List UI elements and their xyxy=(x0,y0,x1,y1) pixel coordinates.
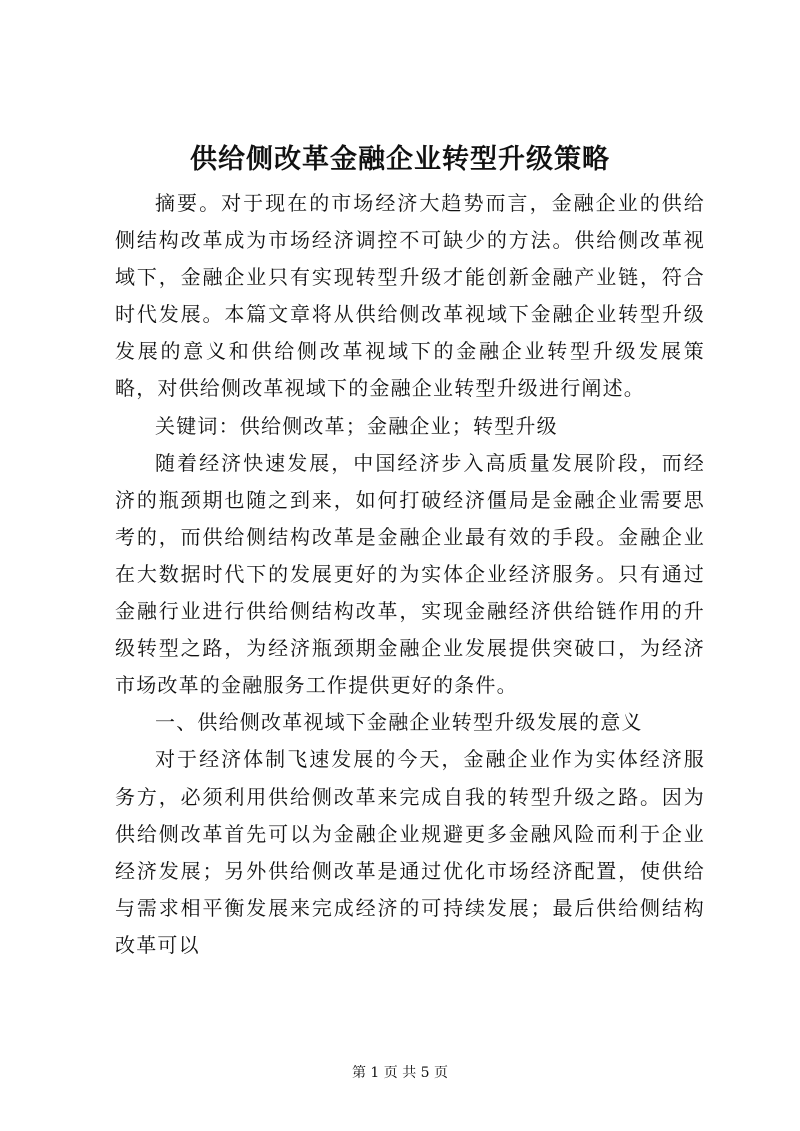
keywords-paragraph: 关键词：供给侧改革；金融企业；转型升级 xyxy=(155,413,558,438)
abstract-paragraph: 摘要。对于现在的市场经济大趋势而言，金融企业的供给侧结构改革成为市场经济调控不可缺少的方法。供给侧改革视域下，金融企业只有实现转型升级才能创新金融产业链，符合时代发展。本篇文章将从供给侧改革视域下金融企业转型升级发展的意义和供给侧改革视域下的金融企业转型升级发展策略，对供给侧改革视域下的金融企业转型升级进行阐述。 xyxy=(115,191,705,401)
document-title: 供给侧改革金融企业转型升级策略 xyxy=(190,144,610,175)
intro-paragraph: 随着经济快速发展，中国经济步入高质量发展阶段，而经济的瓶颈期也随之到来，如何打破经济僵局是金融企业需要思考的，而供给侧结构改革是金融企业最有效的手段。金融企业在大数据时代下的发展更好的为实体企业经济服务。只有通过金融行业进行供给侧结构改革，实现金融经济供给链作用的升级转型之路，为经济瓶颈期金融企业发展提供突破口，为经济市场改革的金融服务工作提供更好的条件。 xyxy=(115,450,705,698)
document-body xyxy=(115,185,705,964)
section-paragraph: 对于经济体制飞速发展的今天，金融企业作为实体经济服务方，必须利用供给侧改革来完成自我的转型升级之路。因为供给侧改革首先可以为金融企业规避更多金融风险而利于企业经济发展；另外供给侧改革是通过优化市场经济配置，使供给与需求相平衡发展来完成经济的可持续发展；最后供给侧结构改革可以 xyxy=(115,747,705,957)
section-heading: 一、供给侧改革视域下金融企业转型升级发展的意义 xyxy=(155,710,643,735)
page-footer: 第 1 页 共 5 页 xyxy=(351,1065,449,1081)
